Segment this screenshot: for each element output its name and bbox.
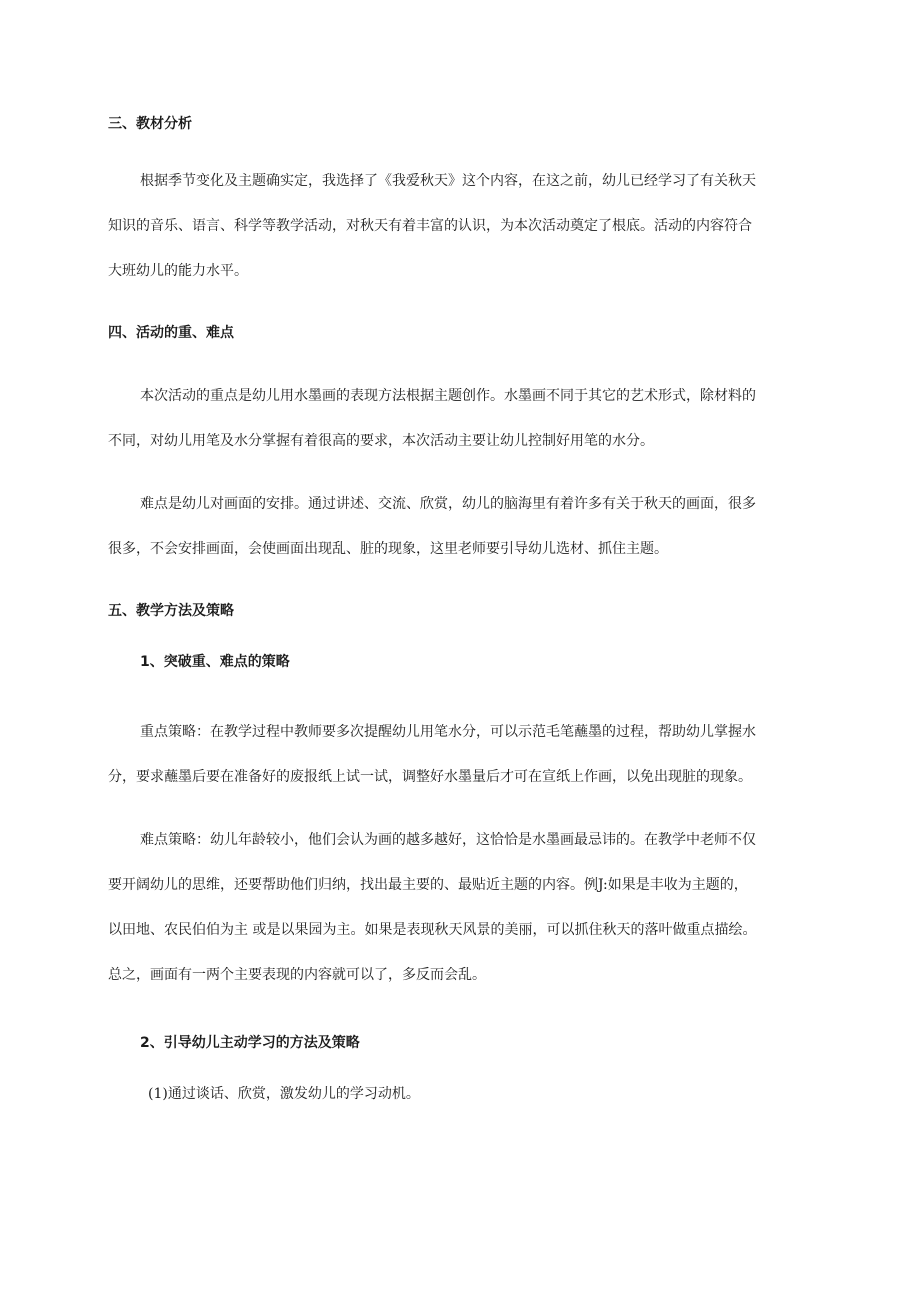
paragraph-line: 分，要求蘸墨后要在准备好的废报纸上试一试，调整好水墨量后才可在宣纸上作画，以免出现脏的现象。 [108,769,752,785]
paragraph-line: 要开阔幼儿的思维，还要帮助他们归纳，找出最主要的、最贴近主题的内容。例J:如果是丰收为主题的， [108,877,748,893]
subsection-heading-strategy-2: 2、引导幼儿主动学习的方法及策略 [140,1035,360,1051]
paragraph-line: 很多，不会安排画面，会使画面出现乱、脏的现象，这里老师要引导幼儿选材、抓住主题。 [108,541,668,557]
subsection-heading-strategy-1: 1、突破重、难点的策略 [140,654,290,670]
paragraph-line: 根据季节变化及主题确实定，我选择了《我爱秋天》这个内容，在这之前，幼儿已经学习了有关秋天 [140,173,756,189]
paragraph-line: 难点是幼儿对画面的安排。通过讲述、交流、欣赏，幼儿的脑海里有着许多有关于秋天的画面，很多 [140,496,756,512]
section-heading-textbook-analysis: 三、教材分析 [108,116,192,132]
section-heading-key-points: 四、活动的重、难点 [108,325,234,341]
paragraph-line: 重点策略：在教学过程中教师要多次提醒幼儿用笔水分，可以示范毛笔蘸墨的过程，帮助幼儿掌握水 [140,724,756,740]
section-heading-teaching-methods: 五、教学方法及策略 [108,603,234,619]
paragraph-line: 知识的音乐、语言、科学等教学活动，对秋天有着丰富的认识，为本次活动奠定了根底。活动的内容符合 [108,218,752,234]
paragraph-line: 大班幼儿的能力水平。 [108,263,248,279]
paragraph-line: 以田地、农民伯伯为主 或是以果园为主。如果是表现秋天风景的美丽，可以抓住秋天的落叶做重点描绘。 [108,922,757,938]
paragraph-line: 不同，对幼儿用笔及水分掌握有着很高的要求，本次活动主要让幼儿控制好用笔的水分。 [108,433,654,449]
paragraph-line: 本次活动的重点是幼儿用水墨画的表现方法根据主题创作。水墨画不同于其它的艺术形式，除材料的 [140,388,756,404]
paragraph-line: 难点策略：幼儿年龄较小，他们会认为画的越多越好，这恰恰是水墨画最忌讳的。在教学中老师不仅 [140,832,756,848]
paragraph-line: 总之，画面有一两个主要表现的内容就可以了，多反而会乱。 [108,967,486,983]
list-item: (1)通过谈话、欣赏，激发幼儿的学习动机。 [148,1086,420,1102]
